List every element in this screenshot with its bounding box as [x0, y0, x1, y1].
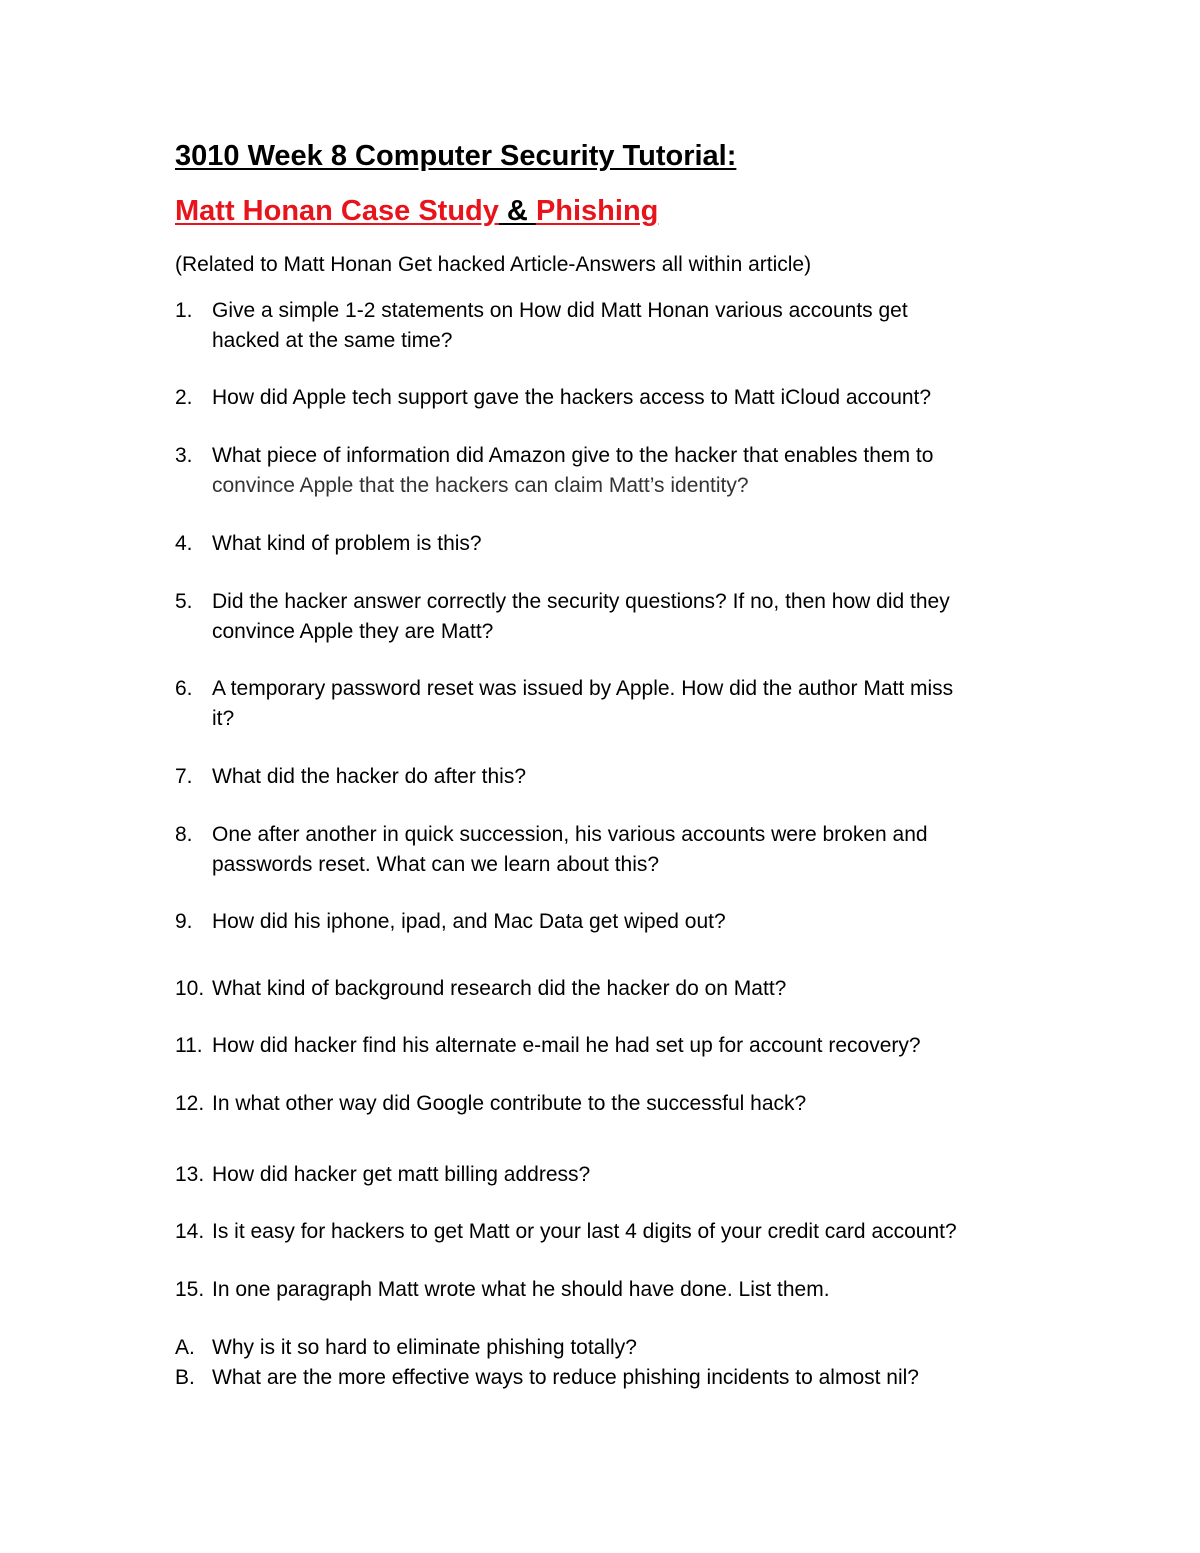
subtitle-case-study: Matt Honan Case Study [175, 195, 499, 227]
question-line: it? [212, 707, 235, 730]
question-number: 4. [175, 532, 193, 555]
list-item [175, 1217, 1075, 1247]
question-number: 7. [175, 765, 193, 788]
intro-note: (Related to Matt Honan Get hacked Article-Answers all within article) [175, 253, 812, 276]
list-item [175, 1275, 1075, 1305]
question-text [212, 1089, 1075, 1119]
question-line: What did the hacker do after this? [212, 765, 527, 788]
question-line: What piece of information did Amazon give to the hacker that enables them to [212, 444, 934, 467]
question-text [212, 1333, 1075, 1363]
list-item [175, 441, 1075, 501]
question-number: 9. [175, 910, 193, 933]
list-item [175, 820, 1075, 880]
list-item [175, 974, 1075, 1004]
question-text [212, 1031, 1075, 1061]
question-text [212, 529, 1075, 559]
question-text [212, 820, 1075, 880]
question-number: B. [175, 1366, 195, 1389]
question-text [212, 974, 1075, 1004]
question-line: One after another in quick succession, his various accounts were broken and [212, 823, 928, 846]
question-number: 11. [175, 1034, 203, 1057]
question-line: Why is it so hard to eliminate phishing totally? [212, 1336, 637, 1359]
question-text [212, 907, 1075, 937]
question-number: A. [175, 1336, 195, 1359]
question-line: hacked at the same time? [212, 329, 453, 352]
list-item [175, 1363, 1075, 1393]
question-text [212, 1363, 1075, 1393]
list-item [175, 529, 1075, 559]
question-number: 2. [175, 386, 193, 409]
list-item [175, 1160, 1075, 1190]
question-number: 15. [175, 1278, 205, 1301]
subtitle-phishing: Phishing [535, 195, 659, 227]
question-number: 3. [175, 444, 193, 467]
list-item [175, 762, 1075, 792]
question-text [212, 674, 1075, 734]
question-text [212, 1275, 1075, 1305]
question-number: 10. [175, 977, 205, 1000]
question-text [212, 296, 1075, 356]
question-line: Give a simple 1-2 statements on How did Matt Honan various accounts get [212, 299, 908, 322]
subtitle-separator: & [498, 195, 536, 227]
question-line: What kind of background research did the hacker do on Matt? [212, 977, 787, 1000]
question-line: How did hacker get matt billing address? [212, 1163, 591, 1186]
question-text [212, 383, 1075, 413]
question-line: Is it easy for hackers to get Matt or your last 4 digits of your credit card account? [212, 1220, 957, 1243]
question-number: 12. [175, 1092, 205, 1115]
page-title: 3010 Week 8 Computer Security Tutorial: [175, 140, 737, 172]
question-number: 14. [175, 1220, 205, 1243]
question-text [212, 441, 1075, 501]
question-line: What are the more effective ways to reduce phishing incidents to almost nil? [212, 1366, 919, 1389]
question-line: convince Apple that the hackers can claim Matt’s identity? [212, 474, 749, 497]
list-item [175, 1031, 1075, 1061]
question-text [212, 587, 1075, 647]
question-line: In one paragraph Matt wrote what he should have done. List them. [212, 1278, 830, 1301]
question-line: In what other way did Google contribute to the successful hack? [212, 1092, 807, 1115]
list-item [175, 587, 1075, 647]
question-number: 8. [175, 823, 193, 846]
question-line: How did his iphone, ipad, and Mac Data get wiped out? [212, 910, 726, 933]
list-item [175, 383, 1075, 413]
question-number: 5. [175, 590, 193, 613]
question-text [212, 762, 1075, 792]
question-number: 6. [175, 677, 193, 700]
question-line: A temporary password reset was issued by Apple. How did the author Matt miss [212, 677, 954, 700]
question-line: How did Apple tech support gave the hackers access to Matt iCloud account? [212, 386, 932, 409]
question-number: 13. [175, 1163, 205, 1186]
question-text [212, 1217, 1075, 1247]
question-line: How did hacker find his alternate e-mail he had set up for account recovery? [212, 1034, 921, 1057]
question-line: What kind of problem is this? [212, 532, 482, 555]
question-line: convince Apple they are Matt? [212, 620, 494, 643]
list-item [175, 296, 1075, 356]
question-text [212, 1160, 1075, 1190]
list-item [175, 674, 1075, 734]
page-subtitle [175, 195, 658, 228]
list-item [175, 1333, 1075, 1363]
list-item [175, 1089, 1075, 1119]
question-line: passwords reset. What can we learn about this? [212, 853, 660, 876]
question-number: 1. [175, 299, 193, 322]
list-item [175, 907, 1075, 937]
question-line: Did the hacker answer correctly the security questions? If no, then how did they [212, 590, 950, 613]
